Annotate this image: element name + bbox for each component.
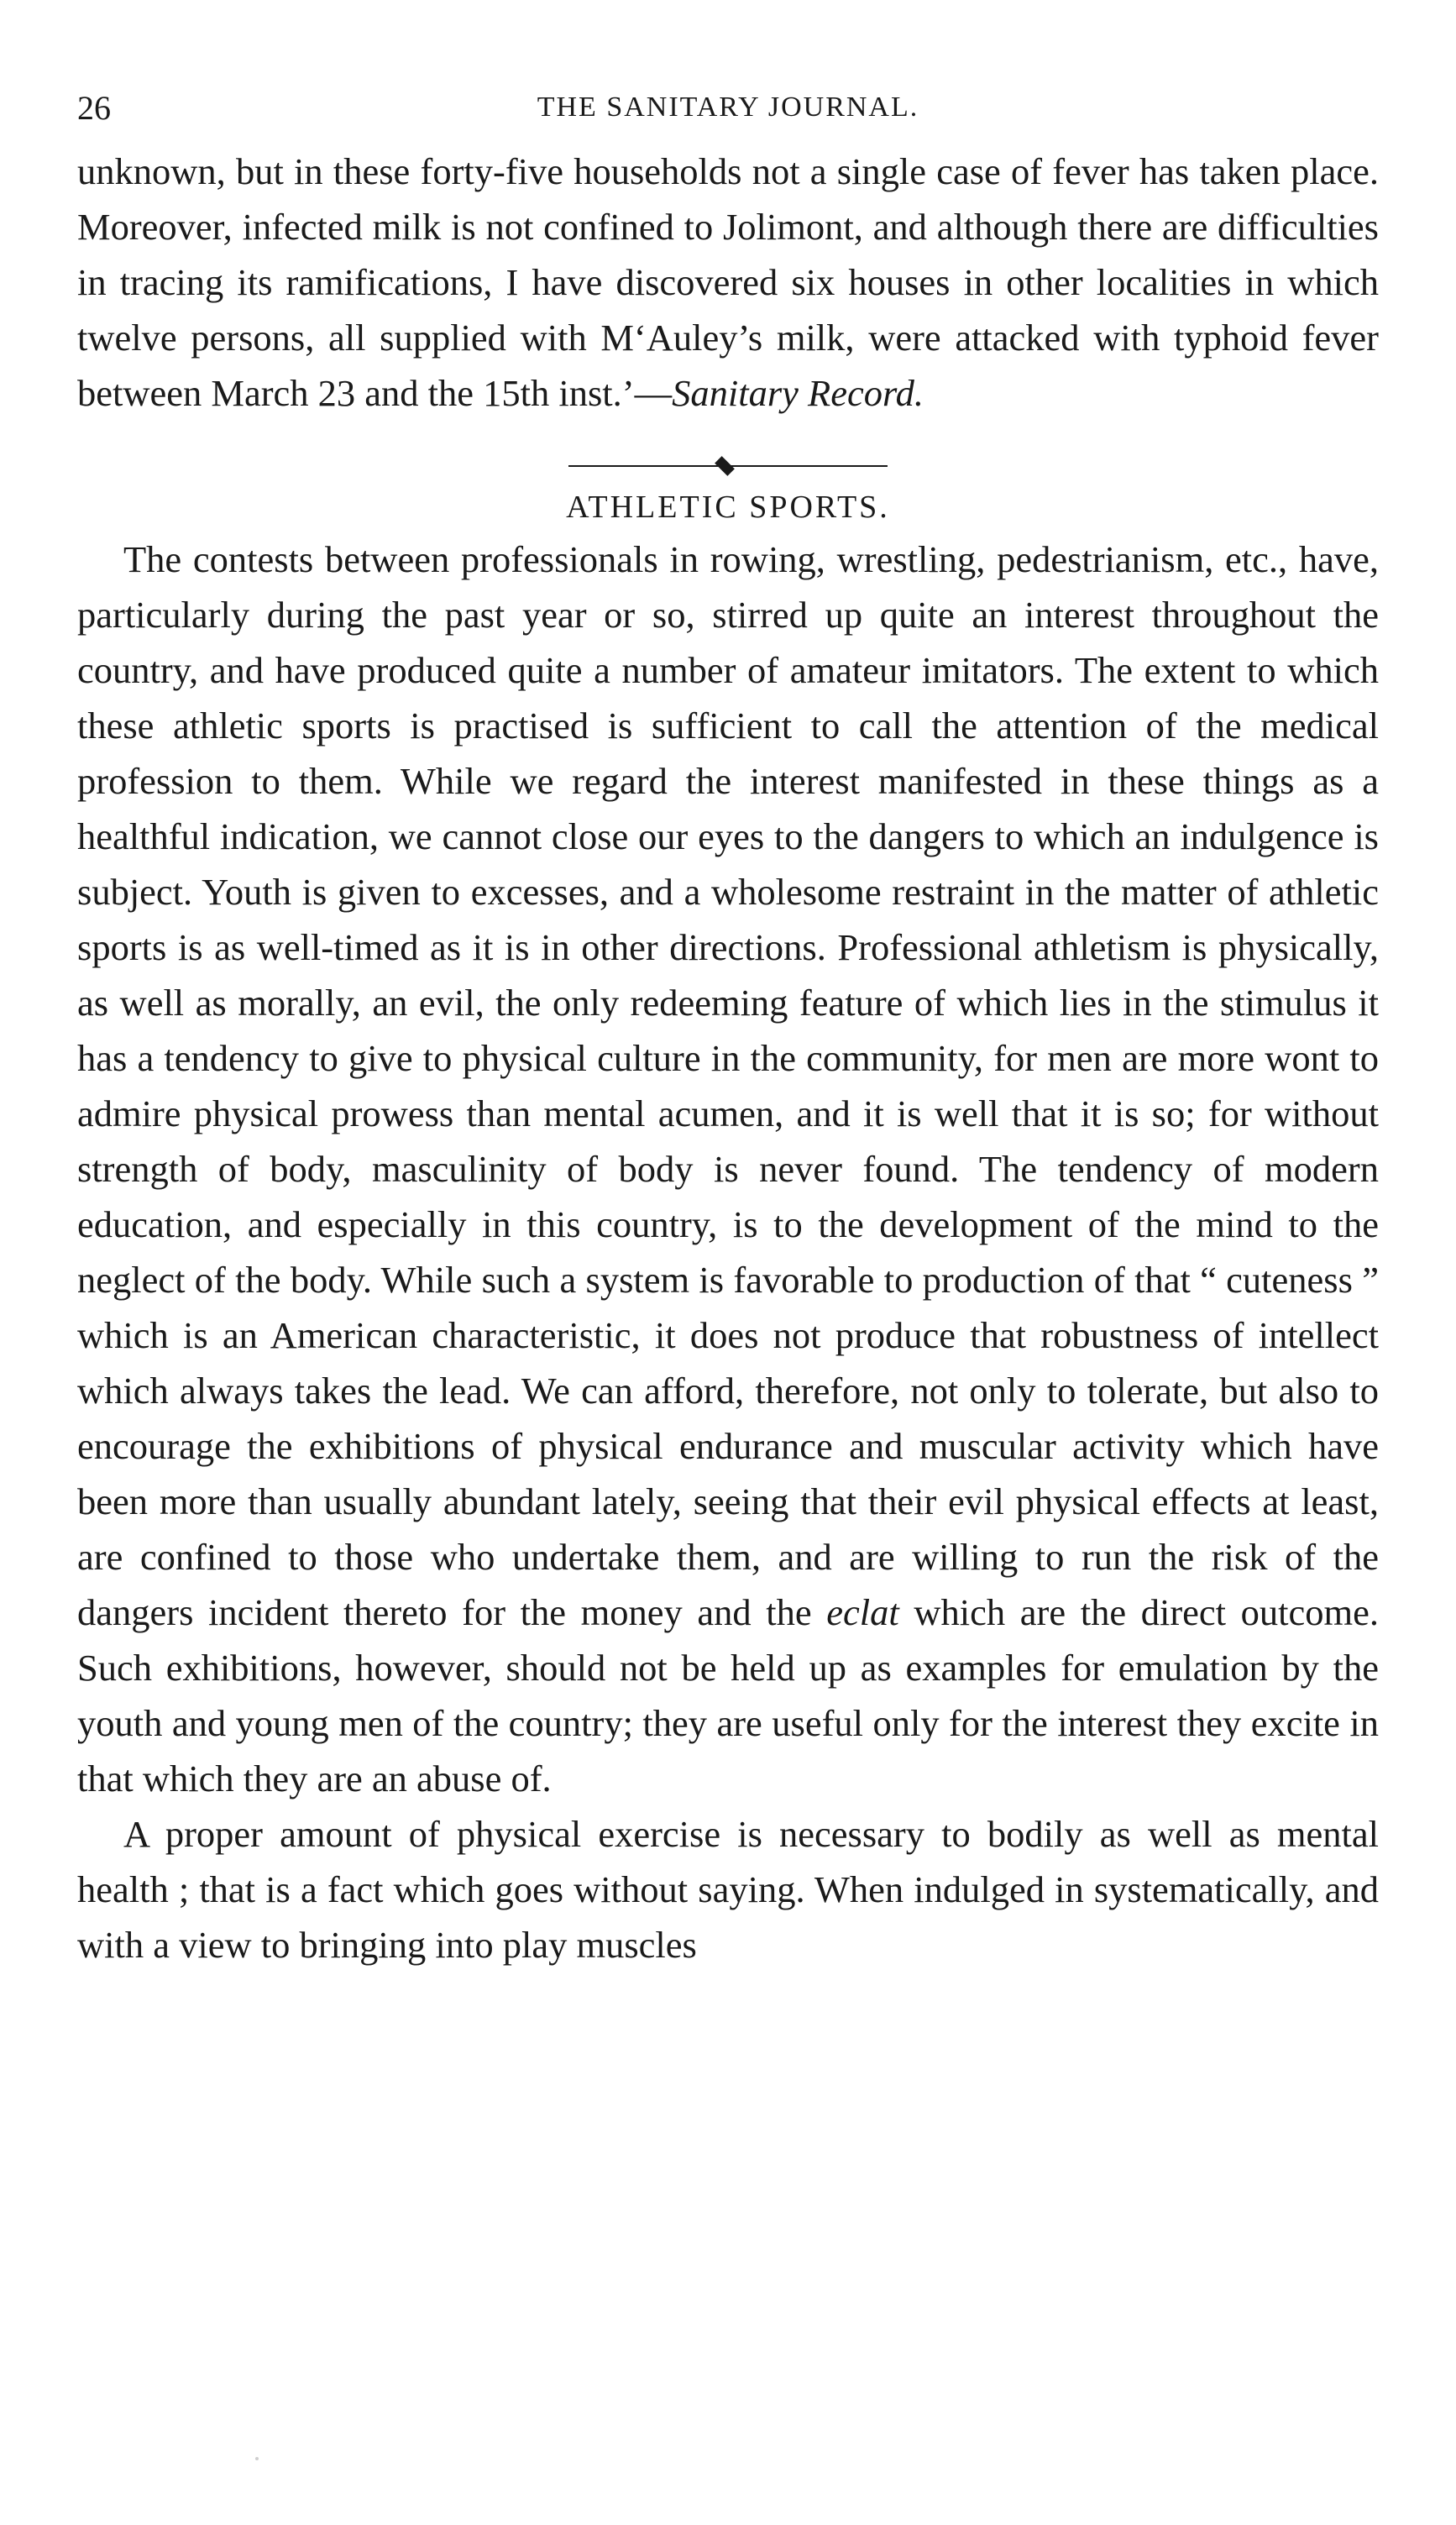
page-header [77,88,1379,139]
continuation-paragraph [77,144,1379,421]
scan-speck [255,2457,259,2460]
paragraph-1-text: The contests between professionals in rowing, wrestling, pedestrianism, etc., have, particularly during the past year or so, stirred up quite an interest throughout the country, and have produced quite a number of amateur imitators. The extent to which these athletic sports is practised is sufficient to call the attention of the medical profession to them. While we regard the interest manifested in these things as a healthful indication, we cannot close our eyes to the dangers to which an indulgence is subject. Youth is given to excesses, and a wholesome restraint in the matter of athletic sports is as well-timed as it is in other directions. Professional athletism is physically, as well as morally, an evil, the only redeeming feature of which lies in the stimulus it has a tendency to give to physical culture in the community, for men are more wont to admire physical prowess than mental acumen, and it is well that it is so; for without strength of body, masculinity of body is never found. The tendency of modern education, and especially in this country, is to the development of the mind to the neglect of the body. While such a system is favorable to production of that “ cuteness ” which is an American characteristic, it does not produce that robustness of intellect which always takes the lead. We can afford, therefore, not only to tolerate, but also to encourage the exhibitions of physical endurance and muscular activity which have been more than usually abundant lately, seeing that their evil physical effects at least, are confined to those who undertake them, and are willing to run the risk of the dangers incident thereto for the money and the [77,538,1379,1633]
running-head: THE SANITARY JOURNAL. [537,92,919,123]
continuation-text: unknown, but in these forty-five households not a single case of fever has taken place. Moreover, infected milk is not confined to Jolimont, and although there are difficulties in tracing its ramifications, I have discovered six houses in other localities in which twelve persons, all supplied with M‘Auley’s milk, were attacked with typhoid fever between March 23 and the 15th inst.’— [77,150,1379,414]
page-number: 26 [77,89,111,127]
article-body [77,144,1379,421]
journal-page [77,88,1379,1972]
eclat-word: eclat [826,1591,899,1633]
paragraph-2: A proper amount of physical exercise is necessary to bodily as well as mental health ; that is a fact which goes without saying. When indulged in systematically, and with a view to bringing into play muscles [77,1813,1379,1966]
paragraph-1 [77,532,1379,1806]
source-citation: Sanitary Record. [672,372,924,414]
section-divider [568,456,888,476]
section-title: ATHLETIC SPORTS. [566,490,890,525]
section-body [77,532,1379,1972]
divider-ornament [715,456,735,476]
paragraph-1-text-end: which are the direct outcome. Such exhibitions, however, should not be held up as examples for emulation by the youth and young men of the country; they are useful only for the interest they excite in that which they are an abuse of. [77,1591,1380,1799]
